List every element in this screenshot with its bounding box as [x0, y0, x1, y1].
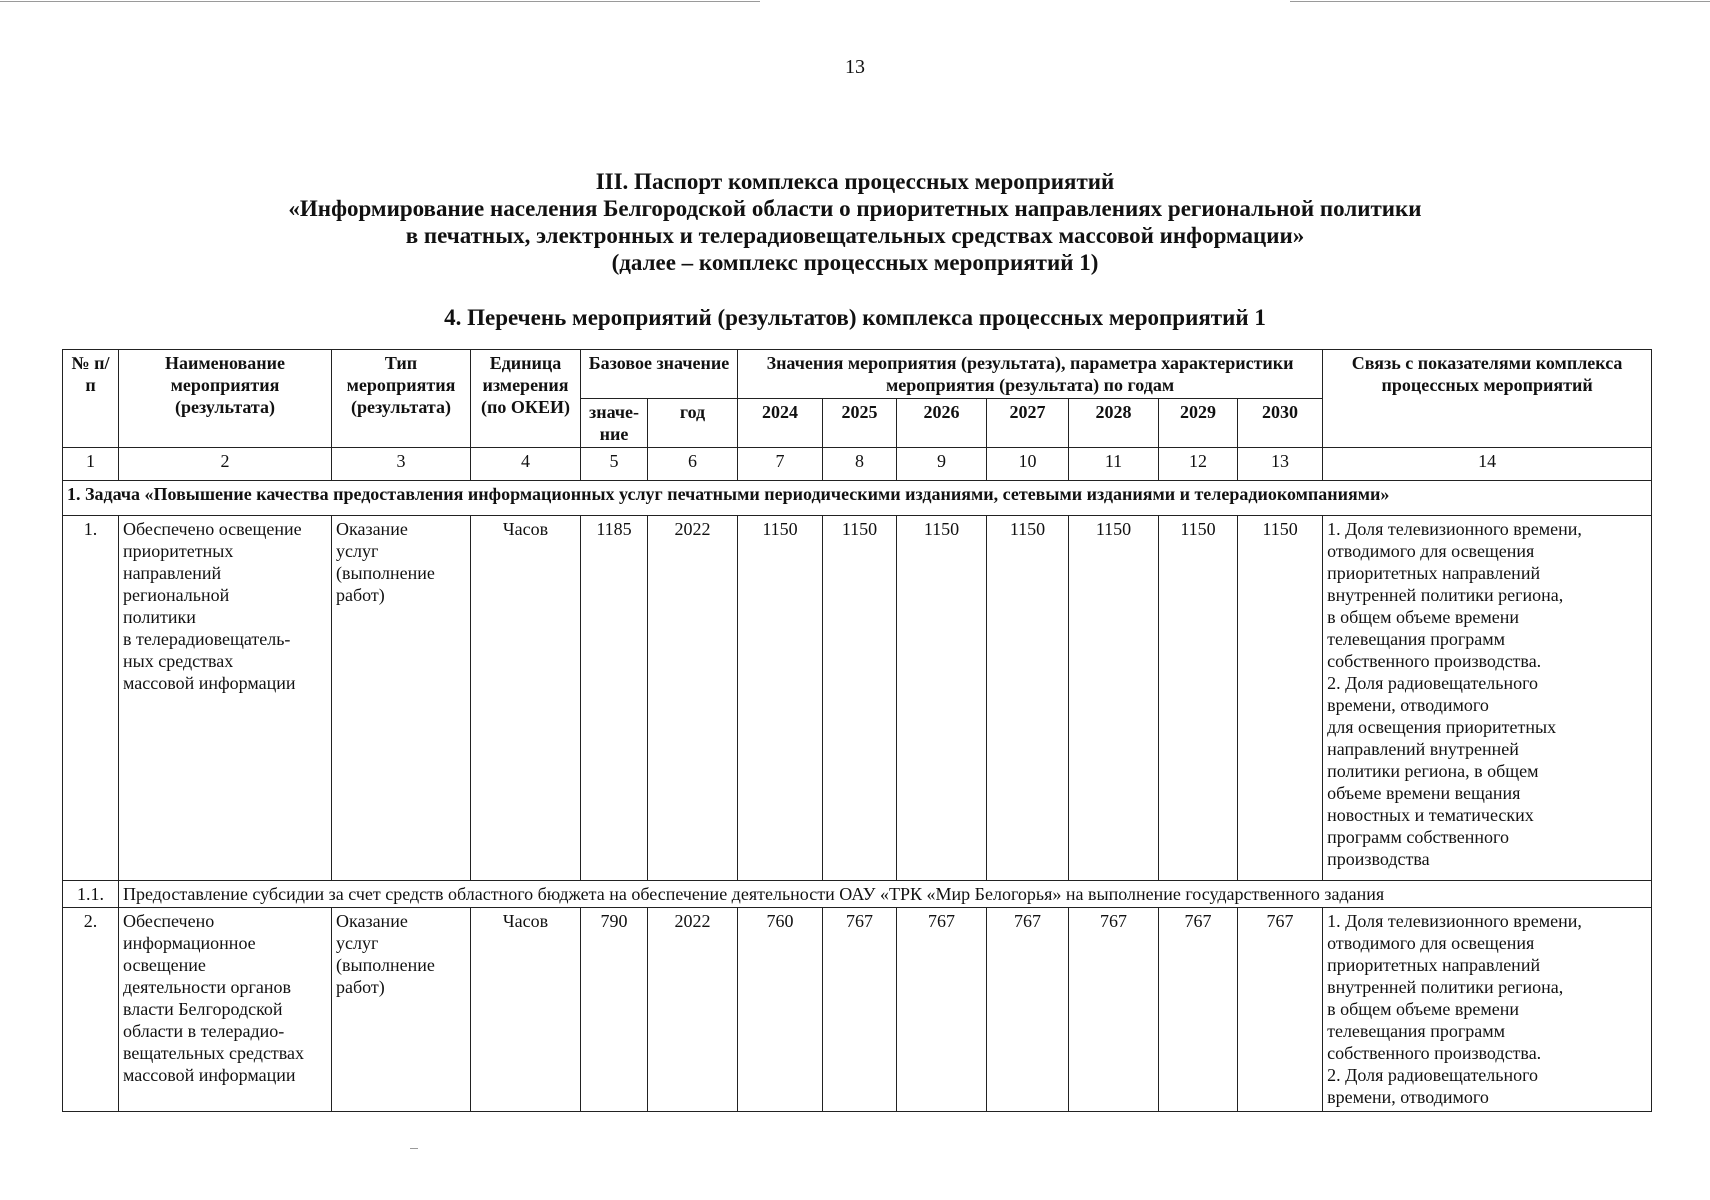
indicator-link: 1. Доля телевизионного времени, отводимого для освещения приоритетных направлений внутренней политики региона, в общем объеме времени телевещания программ собственного производства. 2. Доля радиовещательного времени, отводимого	[1323, 908, 1652, 1112]
subsection-row	[63, 881, 1652, 908]
header-year: 2026	[897, 399, 987, 448]
header-type: Тип мероприятия (результата)	[332, 350, 471, 448]
table-row	[63, 908, 1652, 1112]
measure-unit: Часов	[471, 516, 581, 881]
header-num: № п/п	[63, 350, 119, 448]
header-year: 2024	[738, 399, 823, 448]
header-name: Наименование мероприятия (результата)	[119, 350, 332, 448]
value-2028: 1150	[1069, 516, 1159, 881]
base-year: 2022	[648, 908, 738, 1112]
header-year: 2029	[1159, 399, 1238, 448]
value-2030: 767	[1238, 908, 1323, 1112]
value-2025: 767	[823, 908, 897, 1112]
measure-unit: Часов	[471, 908, 581, 1112]
task-row	[63, 481, 1652, 516]
header-year: 2030	[1238, 399, 1323, 448]
column-number: 3	[332, 448, 471, 481]
subsection-text: Предоставление субсидии за счет средств областного бюджета на обеспечение деятельности ОАУ «ТРК «Мир Белогорья» на выполнение государственного задания	[119, 881, 1652, 908]
scan-top-rule	[0, 1, 760, 2]
value-2024: 1150	[738, 516, 823, 881]
header-base: Базовое значение	[581, 350, 738, 399]
measure-name: Обеспечено информационное освещение деятельности органов власти Белгородской области в телерадио- вещательных средствах массовой информации	[119, 908, 332, 1112]
value-2028: 767	[1069, 908, 1159, 1112]
subsection-number: 1.1.	[63, 881, 119, 908]
header-base-year: год	[648, 399, 738, 448]
column-number: 1	[63, 448, 119, 481]
header-values: Значения мероприятия (результата), параметра характеристики мероприятия (результата) по годам	[738, 350, 1323, 399]
header-row-1	[63, 350, 1652, 399]
header-year: 2025	[823, 399, 897, 448]
header-link: Связь с показателями комплекса процессных мероприятий	[1323, 350, 1652, 448]
table-row	[63, 516, 1652, 881]
column-number: 11	[1069, 448, 1159, 481]
column-number: 8	[823, 448, 897, 481]
measure-type: Оказание услуг (выполнение работ)	[332, 516, 471, 881]
value-2026: 767	[897, 908, 987, 1112]
page-number: 13	[845, 56, 865, 78]
scan-mark	[410, 1148, 418, 1149]
value-2025: 1150	[823, 516, 897, 881]
column-number: 6	[648, 448, 738, 481]
task-title: 1. Задача «Повышение качества предоставления информационных услуг печатными периодическими изданиями, сетевыми изданиями и телерадиокомпаниями»	[63, 481, 1652, 516]
column-number: 14	[1323, 448, 1652, 481]
measures-table	[62, 349, 1652, 1112]
measure-type: Оказание услуг (выполнение работ)	[332, 908, 471, 1112]
column-number: 12	[1159, 448, 1238, 481]
row-number: 2.	[63, 908, 119, 1112]
measure-name: Обеспечено освещение приоритетных направлений региональной политики в телерадиовещатель- ных средствах массовой информации	[119, 516, 332, 881]
heading-line-2: «Информирование населения Белгородской области о приоритетных направлениях региональной политики	[288, 196, 1422, 221]
heading-line-1: III. Паспорт комплекса процессных мероприятий	[595, 169, 1115, 194]
column-number: 2	[119, 448, 332, 481]
scan-top-rule-right	[1290, 1, 1710, 2]
value-2026: 1150	[897, 516, 987, 881]
base-value: 790	[581, 908, 648, 1112]
column-number-row	[63, 448, 1652, 481]
row-number: 1.	[63, 516, 119, 881]
heading-line-3: в печатных, электронных и телерадиовещательных средствах массовой информации»	[405, 223, 1305, 248]
header-year: 2028	[1069, 399, 1159, 448]
indicator-link: 1. Доля телевизионного времени, отводимого для освещения приоритетных направлений внутренней политики региона, в общем объеме времени телевещания программ собственного производства. 2. Доля радиовещательного времени, отводимого для освещения приоритетных направлений внутренней политики региона, в общем объеме времени вещания новостных и тематических программ собственного производства	[1323, 516, 1652, 881]
column-number: 13	[1238, 448, 1323, 481]
header-base-value: значе-ние	[581, 399, 648, 448]
column-number: 10	[987, 448, 1069, 481]
value-2029: 767	[1159, 908, 1238, 1112]
column-number: 5	[581, 448, 648, 481]
header-year: 2027	[987, 399, 1069, 448]
column-number: 4	[471, 448, 581, 481]
value-2027: 1150	[987, 516, 1069, 881]
value-2029: 1150	[1159, 516, 1238, 881]
base-value: 1185	[581, 516, 648, 881]
column-number: 9	[897, 448, 987, 481]
value-2024: 760	[738, 908, 823, 1112]
table-title: 4. Перечень мероприятий (результатов) комплекса процессных мероприятий 1	[444, 305, 1266, 330]
header-unit: Единица измерения (по ОКЕИ)	[471, 350, 581, 448]
base-year: 2022	[648, 516, 738, 881]
value-2030: 1150	[1238, 516, 1323, 881]
heading-line-4: (далее – комплекс процессных мероприятий 1)	[611, 250, 1099, 275]
column-number: 7	[738, 448, 823, 481]
value-2027: 767	[987, 908, 1069, 1112]
